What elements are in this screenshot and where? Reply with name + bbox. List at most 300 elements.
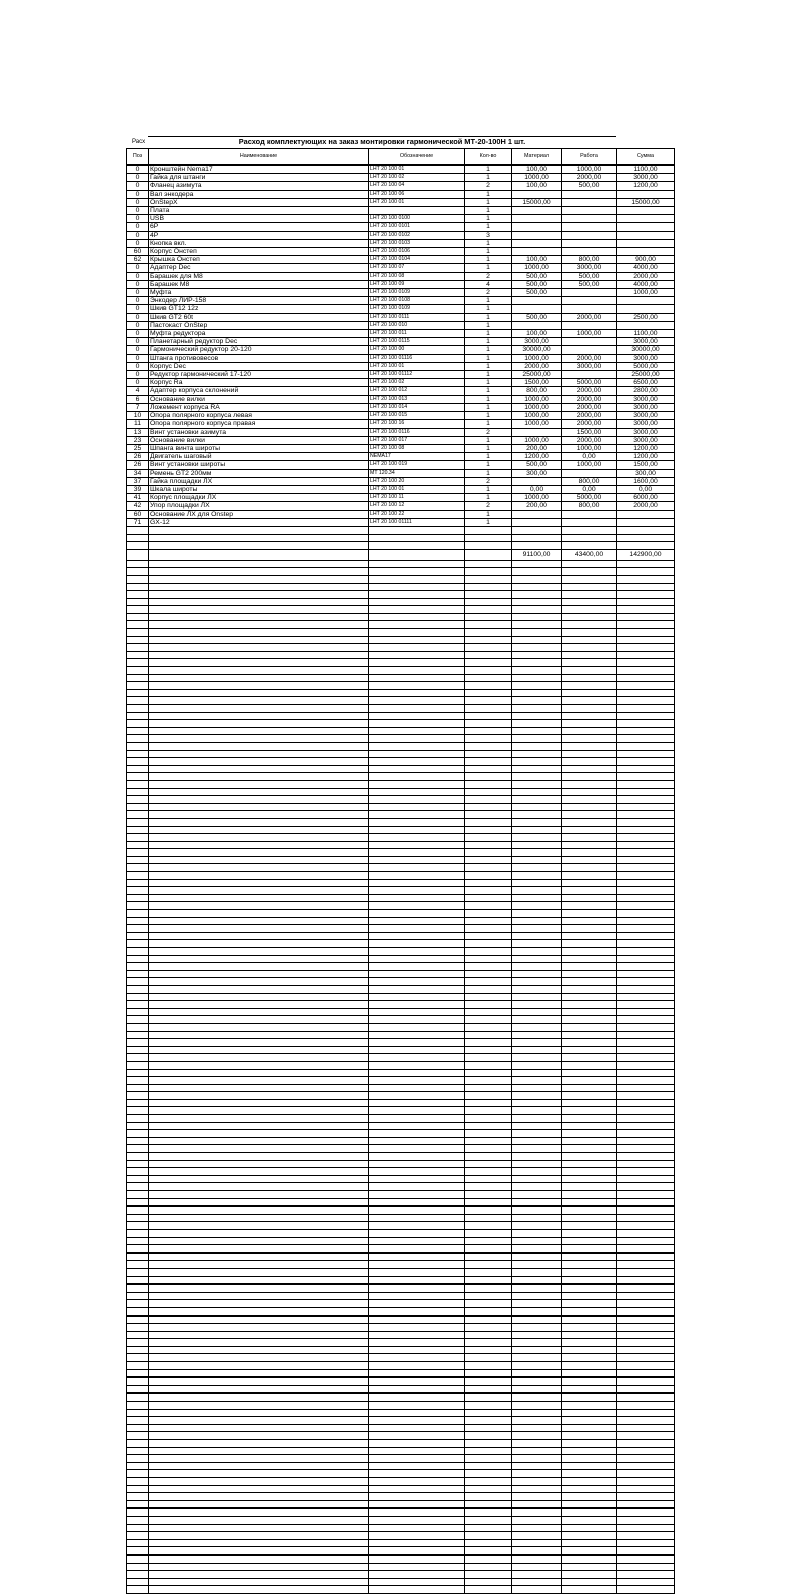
header-cell-material: Материал xyxy=(512,149,562,166)
cell-qty: 1 xyxy=(465,379,512,387)
cell-name: Крышка Онстеп xyxy=(149,256,369,264)
cell-work xyxy=(562,1417,617,1425)
cell-work xyxy=(562,1393,617,1401)
cell-designation xyxy=(369,841,465,849)
table-row xyxy=(127,239,675,247)
cell-name xyxy=(149,917,369,925)
cell-name xyxy=(149,1316,369,1324)
cell-work xyxy=(562,910,617,918)
cell-pos xyxy=(127,1046,149,1054)
cell-sum xyxy=(617,591,675,599)
cell-work: 1000,00 xyxy=(562,165,617,174)
cell-sum xyxy=(617,1331,675,1339)
empty-row xyxy=(127,1122,675,1130)
cell-designation: LHT 20 100 08 xyxy=(369,444,465,452)
cell-pos: 0 xyxy=(127,182,149,190)
cell-qty xyxy=(465,712,512,720)
cell-sum xyxy=(617,321,675,329)
cell-name: Основание вилки xyxy=(149,436,369,444)
cell-name xyxy=(149,1206,369,1214)
cell-material: 25000,00 xyxy=(512,371,562,379)
cell-name xyxy=(149,1046,369,1054)
cell-material xyxy=(512,1432,562,1440)
empty-row xyxy=(127,1516,675,1524)
empty-row xyxy=(127,1054,675,1062)
cell-name: Корпус Онстеп xyxy=(149,248,369,256)
empty-row xyxy=(127,591,675,599)
cell-name: Плата xyxy=(149,207,369,215)
cell-name xyxy=(149,636,369,644)
cell-qty xyxy=(465,985,512,993)
cell-sum xyxy=(617,1077,675,1085)
cell-pos xyxy=(127,1417,149,1425)
cell-pos xyxy=(127,1300,149,1308)
empty-row xyxy=(127,887,675,895)
cell-sum xyxy=(617,720,675,728)
cell-qty: 1 xyxy=(465,362,512,370)
cell-qty xyxy=(465,606,512,614)
cell-sum xyxy=(617,1547,675,1555)
cell-sum xyxy=(617,510,675,518)
cell-qty xyxy=(465,1092,512,1100)
empty-row xyxy=(127,542,675,550)
cell-name xyxy=(149,879,369,887)
empty-row xyxy=(127,1470,675,1478)
cell-material xyxy=(512,1307,562,1315)
cell-work xyxy=(562,1137,617,1145)
cell-sum xyxy=(617,735,675,743)
cell-designation: LHT 20 100 08 xyxy=(369,272,465,280)
cell-qty xyxy=(465,1470,512,1478)
cell-sum xyxy=(617,674,675,682)
cell-name xyxy=(149,1571,369,1579)
cell-material: 500,00 xyxy=(512,461,562,469)
empty-row xyxy=(127,985,675,993)
cell-designation xyxy=(369,955,465,963)
cell-name xyxy=(149,1578,369,1586)
cell-material xyxy=(512,1276,562,1284)
cell-qty xyxy=(465,887,512,895)
cell-work xyxy=(562,940,617,948)
cell-qty xyxy=(465,1547,512,1555)
cell-material xyxy=(512,826,562,834)
empty-row xyxy=(127,1331,675,1339)
cell-designation: LHT 20 100 04 xyxy=(369,182,465,190)
cell-work xyxy=(562,970,617,978)
cell-material xyxy=(512,834,562,842)
cell-material xyxy=(512,864,562,872)
cell-name xyxy=(149,1061,369,1069)
cell-qty xyxy=(465,1069,512,1077)
cell-name xyxy=(149,1470,369,1478)
table-row xyxy=(127,412,675,420)
empty-row xyxy=(127,1500,675,1508)
cell-pos: 7 xyxy=(127,403,149,411)
table-row xyxy=(127,165,675,174)
cell-sum xyxy=(617,1369,675,1377)
empty-row xyxy=(127,1362,675,1370)
cell-pos: 26 xyxy=(127,461,149,469)
cell-name xyxy=(149,1354,369,1362)
cell-designation: LHT 20 100 0100 xyxy=(369,215,465,223)
cell-work xyxy=(562,1354,617,1362)
cell-work xyxy=(562,735,617,743)
cell-work: 3000,00 xyxy=(562,264,617,272)
table-row xyxy=(127,289,675,297)
cell-qty xyxy=(465,872,512,880)
cell-designation xyxy=(369,910,465,918)
cell-pos xyxy=(127,1470,149,1478)
cell-pos xyxy=(127,1245,149,1253)
cell-pos xyxy=(127,1477,149,1485)
cell-pos xyxy=(127,659,149,667)
cell-material xyxy=(512,1229,562,1237)
cell-material xyxy=(512,1130,562,1138)
empty-row xyxy=(127,925,675,933)
cell-qty xyxy=(465,1191,512,1199)
cell-qty: 4 xyxy=(465,280,512,288)
cell-sum xyxy=(617,1268,675,1276)
cell-name xyxy=(149,1440,369,1448)
empty-row xyxy=(127,720,675,728)
cell-pos xyxy=(127,818,149,826)
cell-designation xyxy=(369,1555,465,1563)
cell-material xyxy=(512,940,562,948)
cell-work: 2000,00 xyxy=(562,313,617,321)
cell-designation xyxy=(369,1092,465,1100)
cell-qty xyxy=(465,750,512,758)
empty-row xyxy=(127,1115,675,1123)
cell-sum xyxy=(617,955,675,963)
cell-pos: 0 xyxy=(127,371,149,379)
empty-row xyxy=(127,1084,675,1092)
cell-designation: LHT 20 100 0106 xyxy=(369,248,465,256)
cell-name xyxy=(149,1377,369,1385)
cell-qty xyxy=(465,1237,512,1245)
cell-work xyxy=(562,796,617,804)
cell-work xyxy=(562,1455,617,1463)
cell-material: 1200,00 xyxy=(512,453,562,461)
cell-pos xyxy=(127,644,149,652)
cell-material xyxy=(512,1008,562,1016)
cell-name: Планетарный редуктор Dec xyxy=(149,338,369,346)
cell-name xyxy=(149,1477,369,1485)
empty-row xyxy=(127,879,675,887)
cell-work xyxy=(562,1539,617,1547)
cell-material xyxy=(512,1402,562,1410)
cell-qty xyxy=(465,1084,512,1092)
cell-work xyxy=(562,1524,617,1532)
cell-sum xyxy=(617,1284,675,1292)
cell-material xyxy=(512,811,562,819)
cell-designation xyxy=(369,826,465,834)
cell-sum xyxy=(617,606,675,614)
cell-name xyxy=(149,1493,369,1501)
cell-pos xyxy=(127,887,149,895)
cell-sum xyxy=(617,796,675,804)
cell-qty xyxy=(465,1316,512,1324)
cell-designation xyxy=(369,667,465,675)
cell-material xyxy=(512,1324,562,1332)
empty-row xyxy=(127,1424,675,1432)
cell-name xyxy=(149,1532,369,1540)
sheet-title: Расход комплектующих на заказ монтировки гармонической МТ-20-100Н 1 шт. xyxy=(148,136,616,148)
empty-row xyxy=(127,1069,675,1077)
empty-row xyxy=(127,1253,675,1261)
cell-work xyxy=(562,1245,617,1253)
cell-sum xyxy=(617,534,675,542)
empty-row xyxy=(127,758,675,766)
empty-row xyxy=(127,1001,675,1009)
cell-sum: 900,00 xyxy=(617,256,675,264)
cell-sum xyxy=(617,1432,675,1440)
cell-name xyxy=(149,1331,369,1339)
cell-sum xyxy=(617,712,675,720)
cell-pos xyxy=(127,697,149,705)
empty-row xyxy=(127,1485,675,1493)
cell-name xyxy=(149,1160,369,1168)
title-bar xyxy=(126,136,674,148)
cell-work: 800,00 xyxy=(562,477,617,485)
cell-material xyxy=(512,712,562,720)
cell-designation xyxy=(369,1175,465,1183)
cell-work: 800,00 xyxy=(562,256,617,264)
cell-pos xyxy=(127,940,149,948)
cell-pos: 26 xyxy=(127,453,149,461)
cell-pos xyxy=(127,629,149,637)
cell-name: Кронштейн Nema17 xyxy=(149,165,369,174)
cell-sum xyxy=(617,978,675,986)
cell-name: Опора полярного корпуса правая xyxy=(149,420,369,428)
cell-work: 0,00 xyxy=(562,485,617,493)
cell-pos xyxy=(127,575,149,583)
cell-work: 500,00 xyxy=(562,182,617,190)
cell-name xyxy=(149,1122,369,1130)
cell-qty xyxy=(465,773,512,781)
cell-material xyxy=(512,651,562,659)
cell-name: Барашек М8 xyxy=(149,280,369,288)
cell-material xyxy=(512,925,562,933)
cell-designation xyxy=(369,1586,465,1594)
cell-work xyxy=(562,1500,617,1508)
cell-work xyxy=(562,1307,617,1315)
cell-name xyxy=(149,534,369,542)
cell-qty xyxy=(465,841,512,849)
cell-designation: LHT 20 100 010 xyxy=(369,321,465,329)
cell-name xyxy=(149,1524,369,1532)
cell-name xyxy=(149,1214,369,1222)
cell-material xyxy=(512,1578,562,1586)
cell-sum xyxy=(617,613,675,621)
cell-work xyxy=(562,542,617,550)
empty-row xyxy=(127,788,675,796)
cell-name xyxy=(149,1485,369,1493)
cell-material: 2000,00 xyxy=(512,362,562,370)
cell-pos xyxy=(127,1362,149,1370)
header-row xyxy=(127,149,675,166)
cell-work xyxy=(562,613,617,621)
cell-qty xyxy=(465,1268,512,1276)
cell-name xyxy=(149,993,369,1001)
cell-work xyxy=(562,1107,617,1115)
empty-row xyxy=(127,1099,675,1107)
empty-row xyxy=(127,1409,675,1417)
cell-name xyxy=(149,1307,369,1315)
cell-qty: 1 xyxy=(465,313,512,321)
cell-sum: 3000,00 xyxy=(617,436,675,444)
cell-qty xyxy=(465,1168,512,1176)
cell-pos xyxy=(127,765,149,773)
cell-material xyxy=(512,1346,562,1354)
table-row xyxy=(127,321,675,329)
cell-name xyxy=(149,1417,369,1425)
cell-pos xyxy=(127,1122,149,1130)
empty-row xyxy=(127,1440,675,1448)
cell-sum xyxy=(617,560,675,568)
cell-qty xyxy=(465,1417,512,1425)
cell-qty xyxy=(465,727,512,735)
cell-pos xyxy=(127,1153,149,1161)
cell-pos xyxy=(127,1115,149,1123)
cell-designation xyxy=(369,1268,465,1276)
cell-designation: NEMA17 xyxy=(369,453,465,461)
cell-name xyxy=(149,674,369,682)
cell-pos xyxy=(127,1261,149,1269)
cell-designation xyxy=(369,1447,465,1455)
cell-designation xyxy=(369,1023,465,1031)
cell-name xyxy=(149,1016,369,1024)
empty-row xyxy=(127,697,675,705)
cell-sum xyxy=(617,621,675,629)
cell-sum xyxy=(617,841,675,849)
cell-sum xyxy=(617,583,675,591)
cell-material: 30000,00 xyxy=(512,346,562,354)
cell-qty xyxy=(465,1016,512,1024)
empty-row xyxy=(127,1168,675,1176)
cell-name xyxy=(149,1137,369,1145)
cell-name xyxy=(149,1261,369,1269)
cell-pos xyxy=(127,1198,149,1206)
cell-pos xyxy=(127,834,149,842)
cell-material: 300,00 xyxy=(512,469,562,477)
cell-pos xyxy=(127,1354,149,1362)
cell-work xyxy=(562,978,617,986)
cell-name xyxy=(149,1145,369,1153)
cell-qty xyxy=(465,526,512,534)
cell-sum xyxy=(617,727,675,735)
cell-designation xyxy=(369,1470,465,1478)
cell-sum xyxy=(617,1307,675,1315)
cell-sum xyxy=(617,1346,675,1354)
cell-name xyxy=(149,978,369,986)
cell-designation: LHT 20 100 12 xyxy=(369,502,465,510)
cell-qty: 1 xyxy=(465,190,512,198)
cell-pos xyxy=(127,549,149,560)
cell-work: 2000,00 xyxy=(562,412,617,420)
table-row xyxy=(127,280,675,288)
cell-work xyxy=(562,780,617,788)
cell-designation xyxy=(369,1001,465,1009)
cell-designation xyxy=(369,613,465,621)
cell-pos xyxy=(127,598,149,606)
cell-sum: 300,00 xyxy=(617,469,675,477)
cell-pos: 0 xyxy=(127,280,149,288)
cell-material: 100,00 xyxy=(512,182,562,190)
cell-name xyxy=(149,659,369,667)
cell-designation: LHT 20 100 019 xyxy=(369,461,465,469)
cell-pos: 11 xyxy=(127,420,149,428)
cell-pos xyxy=(127,993,149,1001)
cell-material xyxy=(512,735,562,743)
cell-name xyxy=(149,872,369,880)
cell-name: Ложемент корпуса RA xyxy=(149,403,369,411)
cell-pos xyxy=(127,1516,149,1524)
cell-work xyxy=(562,765,617,773)
cell-pos xyxy=(127,1160,149,1168)
cell-designation xyxy=(369,705,465,713)
cell-pos: 42 xyxy=(127,502,149,510)
cell-qty xyxy=(465,1563,512,1571)
empty-row xyxy=(127,1229,675,1237)
cell-designation xyxy=(369,689,465,697)
cell-qty xyxy=(465,1153,512,1161)
cell-material xyxy=(512,1001,562,1009)
cell-qty xyxy=(465,1222,512,1230)
cell-pos: 0 xyxy=(127,272,149,280)
cell-work xyxy=(562,289,617,297)
cell-pos: 0 xyxy=(127,215,149,223)
cell-sum xyxy=(617,526,675,534)
cell-pos xyxy=(127,1485,149,1493)
cell-work xyxy=(562,705,617,713)
cell-work xyxy=(562,932,617,940)
table-row xyxy=(127,231,675,239)
cell-material xyxy=(512,223,562,231)
cell-sum xyxy=(617,636,675,644)
cell-qty xyxy=(465,1276,512,1284)
cell-sum xyxy=(617,742,675,750)
cell-material xyxy=(512,917,562,925)
cell-designation xyxy=(369,1500,465,1508)
cell-qty xyxy=(465,549,512,560)
cell-work xyxy=(562,621,617,629)
cell-sum xyxy=(617,834,675,842)
cell-pos xyxy=(127,1276,149,1284)
table-row xyxy=(127,510,675,518)
cell-designation xyxy=(369,1455,465,1463)
table-row xyxy=(127,494,675,502)
cell-work xyxy=(562,297,617,305)
cell-name xyxy=(149,1447,369,1455)
cell-work xyxy=(562,1001,617,1009)
cell-designation xyxy=(369,1346,465,1354)
empty-row xyxy=(127,932,675,940)
table-row xyxy=(127,305,675,313)
cell-material xyxy=(512,932,562,940)
empty-row xyxy=(127,1402,675,1410)
cell-designation xyxy=(369,1046,465,1054)
cell-pos xyxy=(127,1191,149,1199)
cell-designation xyxy=(369,765,465,773)
cell-qty: 1 xyxy=(465,256,512,264)
cell-sum xyxy=(617,1237,675,1245)
cell-designation xyxy=(369,932,465,940)
cell-pos xyxy=(127,534,149,542)
cell-pos xyxy=(127,606,149,614)
cell-name xyxy=(149,970,369,978)
cell-pos xyxy=(127,773,149,781)
cell-material xyxy=(512,1362,562,1370)
